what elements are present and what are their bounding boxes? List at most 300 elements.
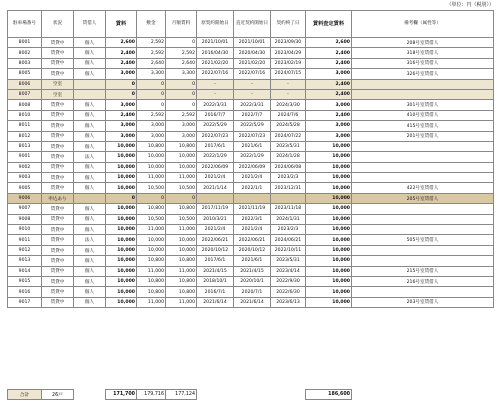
cell-remarks (352, 173, 494, 183)
table-row (8, 256, 494, 266)
cell-deposit: 3,000 (137, 131, 166, 141)
cell-tenant: 個人 (74, 204, 106, 214)
cell-assessed: 10,000 (306, 193, 352, 203)
cell-deposit: 10,800 (137, 141, 166, 151)
cell-rent: 0 (106, 79, 137, 89)
cell-latest-start: 2020/10/1 (234, 276, 271, 286)
table-row (8, 287, 494, 297)
cell-monthly: 3,000 (166, 131, 197, 141)
cell-parking-no: 9015 (8, 276, 42, 286)
header-parking-no: 駐車場番号 (8, 11, 42, 38)
cell-original-start: 2010/3/21 (197, 214, 234, 224)
cell-remarks (352, 287, 494, 297)
cell-latest-start (234, 193, 271, 203)
cell-end: 2022/6/30 (271, 287, 306, 297)
cell-remarks: 215号室賃借人 (352, 266, 494, 276)
cell-remarks: 318号室賃借人 (352, 48, 494, 58)
header-tenant: 賃借人 (74, 11, 106, 38)
cell-status: 賃貸中 (42, 38, 74, 48)
cell-original-start: 2021/4/15 (197, 266, 234, 276)
header-status: 状況 (42, 11, 74, 38)
cell-rent: 2,400 (106, 48, 137, 58)
cell-assessed: 3,000 (306, 100, 352, 110)
cell-status: 空室 (42, 79, 74, 89)
cell-status: 賃貸中 (42, 58, 74, 68)
cell-latest-start: 2021/02/20 (234, 58, 271, 68)
cell-parking-no: 8012 (8, 131, 42, 141)
cell-monthly: 11,000 (166, 225, 197, 235)
summary-row (8, 390, 494, 400)
cell-remarks: 422号室賃借人 (352, 183, 494, 193)
cell-status: 賃貸中 (42, 100, 74, 110)
table-row (8, 131, 494, 141)
cell-rent: 10,000 (106, 245, 137, 255)
cell-end: 2023/12/31 (271, 183, 306, 193)
cell-end: 2024/07/15 (271, 69, 306, 79)
cell-parking-no: 9010 (8, 225, 42, 235)
cell-original-start: 2022/06/21 (197, 235, 234, 245)
cell-rent: 10,000 (106, 152, 137, 162)
table-row (8, 162, 494, 172)
header-monthly: 月額賃料 (166, 11, 197, 38)
cell-remarks (352, 141, 494, 151)
cell-tenant (74, 89, 106, 99)
cell-remarks: 316号室賃借人 (352, 58, 494, 68)
cell-parking-no: 8011 (8, 121, 42, 131)
cell-deposit: 0 (137, 79, 166, 89)
cell-rent: 3,000 (106, 131, 137, 141)
cell-tenant: 個人 (74, 183, 106, 193)
cell-tenant: 個人 (74, 48, 106, 58)
cell-rent: 0 (106, 193, 137, 203)
cell-status: 賃貸中 (42, 225, 74, 235)
cell-remarks: 201号室賃借人 (352, 131, 494, 141)
header-deposit: 敷金 (137, 11, 166, 38)
cell-assessed: 10,000 (306, 245, 352, 255)
cell-remarks (352, 204, 494, 214)
table-row (8, 297, 494, 307)
cell-end: 2023/2/3 (271, 173, 306, 183)
cell-monthly: 2,592 (166, 110, 197, 120)
cell-deposit: 10,000 (137, 245, 166, 255)
cell-rent: 10,000 (106, 235, 137, 245)
cell-end: 2023/6/13 (271, 297, 306, 307)
cell-deposit: 2,592 (137, 110, 166, 120)
cell-remarks (352, 152, 494, 162)
cell-latest-start: 2022/1/29 (234, 152, 271, 162)
cell-original-start (197, 193, 234, 203)
header-rent: 賃料 (106, 11, 137, 38)
cell-parking-no: 9013 (8, 256, 42, 266)
cell-original-start: 2017/6/1 (197, 141, 234, 151)
cell-status: 賃貸中 (42, 110, 74, 120)
cell-status: 賃貸中 (42, 183, 74, 193)
cell-monthly: 3,300 (166, 69, 197, 79)
table-row (8, 89, 494, 99)
cell-remarks (352, 214, 494, 224)
cell-rent: 10,000 (106, 297, 137, 307)
header-end: 契約終了日 (271, 11, 306, 38)
cell-assessed: 10,000 (306, 162, 352, 172)
cell-deposit: 0 (137, 100, 166, 110)
cell-rent: 2,400 (106, 110, 137, 120)
header-original-start: 原契約開始日 (197, 11, 234, 38)
cell-monthly: 0 (166, 100, 197, 110)
cell-remarks (352, 225, 494, 235)
cell-remarks: 205号室賃借人 (352, 193, 494, 203)
cell-original-start: 2021/02/20 (197, 58, 234, 68)
cell-latest-start: 2020/7/1 (234, 287, 271, 297)
cell-end: 2024/06/08 (271, 162, 306, 172)
cell-end: 2024/5/28 (271, 121, 306, 131)
cell-parking-no: 9012 (8, 245, 42, 255)
cell-tenant: 個人 (74, 131, 106, 141)
cell-assessed: 3,000 (306, 131, 352, 141)
cell-original-start: - (197, 79, 234, 89)
cell-assessed: 10,000 (306, 173, 352, 183)
cell-original-start: 2017/11/19 (197, 204, 234, 214)
cell-assessed: 10,000 (306, 276, 352, 286)
cell-tenant: 法人 (74, 152, 106, 162)
cell-parking-no: 9001 (8, 152, 42, 162)
cell-original-start: 2016/7/1 (197, 287, 234, 297)
cell-tenant: 個人 (74, 58, 106, 68)
cell-deposit: 0 (137, 193, 166, 203)
cell-tenant: 個人 (74, 256, 106, 266)
cell-rent: 10,000 (106, 225, 137, 235)
table-row (8, 204, 494, 214)
table-row (8, 141, 494, 151)
cell-end: 2024/06/21 (271, 235, 306, 245)
cell-assessed: 10,000 (306, 183, 352, 193)
cell-end: 2023/11/18 (271, 204, 306, 214)
cell-parking-no: 8007 (8, 89, 42, 99)
cell-tenant: 個人 (74, 162, 106, 172)
header-latest-start: 直近契約開始日 (234, 11, 271, 38)
cell-monthly: 2,640 (166, 58, 197, 68)
cell-status: 賃貸中 (42, 48, 74, 58)
cell-latest-start: 2021/6/1 (234, 141, 271, 151)
cell-parking-no: 8010 (8, 110, 42, 120)
cell-tenant: 個人 (74, 266, 106, 276)
cell-status: 賃貸中 (42, 173, 74, 183)
table-row (8, 38, 494, 48)
total-monthly: 177,124 (166, 390, 197, 400)
cell-deposit: 10,000 (137, 152, 166, 162)
cell-parking-no: 9007 (8, 204, 42, 214)
cell-deposit: 10,000 (137, 162, 166, 172)
cell-latest-start: 2022/7/7 (234, 110, 271, 120)
cell-status: 賃貸中 (42, 256, 74, 266)
total-rent: 171,700 (106, 390, 137, 400)
cell-end: 2024/1/28 (271, 152, 306, 162)
cell-remarks: 415号室賃借人 (352, 121, 494, 131)
cell-latest-start: 2021/2/4 (234, 173, 271, 183)
cell-latest-start: 2022/5/29 (234, 121, 271, 131)
cell-assessed: 10,000 (306, 235, 352, 245)
cell-end: 2022/10/11 (271, 245, 306, 255)
cell-end: 2024/1/31 (271, 214, 306, 224)
cell-monthly: 0 (166, 79, 197, 89)
cell-status: 賃貸中 (42, 266, 74, 276)
cell-parking-no: 9002 (8, 162, 42, 172)
cell-latest-start: 2021/6/14 (234, 297, 271, 307)
table-row (8, 214, 494, 224)
cell-status: 賃貸中 (42, 245, 74, 255)
cell-end: 2024/07/22 (271, 131, 306, 141)
cell-monthly: 10,500 (166, 214, 197, 224)
cell-assessed: 10,000 (306, 152, 352, 162)
cell-parking-no: 8001 (8, 38, 42, 48)
total-deposit: 179,716 (137, 390, 166, 400)
cell-parking-no: 9008 (8, 214, 42, 224)
cell-original-start: 2021/2/4 (197, 173, 234, 183)
cell-parking-no: 8006 (8, 79, 42, 89)
cell-remarks (352, 79, 494, 89)
cell-remarks: 505号室賃借人 (352, 235, 494, 245)
cell-monthly: 10,800 (166, 204, 197, 214)
cell-tenant (74, 193, 106, 203)
cell-deposit: 11,000 (137, 173, 166, 183)
cell-end: 2024/3/30 (271, 100, 306, 110)
cell-deposit: 10,500 (137, 214, 166, 224)
cell-original-start: 2022/07/23 (197, 131, 234, 141)
cell-rent: 10,000 (106, 183, 137, 193)
cell-status: 賃貸中 (42, 162, 74, 172)
cell-original-start: 2020/10/12 (197, 245, 234, 255)
cell-parking-no: 9003 (8, 173, 42, 183)
cell-end: 2022/9/30 (271, 276, 306, 286)
cell-assessed: 10,000 (306, 297, 352, 307)
cell-status: 賃貸中 (42, 121, 74, 131)
unit-note: （単位：円（税別）） (446, 2, 494, 8)
summary-table (7, 389, 494, 400)
cell-parking-no: 8013 (8, 141, 42, 151)
cell-original-start: 2022/07/16 (197, 69, 234, 79)
cell-latest-start: 2022/3/31 (234, 100, 271, 110)
cell-tenant: 個人 (74, 276, 106, 286)
cell-parking-no: 9006 (8, 193, 42, 203)
cell-tenant: 法人 (74, 235, 106, 245)
total-count: 26戸 (42, 390, 74, 400)
cell-assessed: 2,400 (306, 48, 352, 58)
cell-assessed: 3,000 (306, 69, 352, 79)
cell-rent: 10,000 (106, 276, 137, 286)
cell-monthly: 10,500 (166, 183, 197, 193)
cell-remarks (352, 89, 494, 99)
cell-parking-no: 8005 (8, 69, 42, 79)
cell-monthly: 0 (166, 193, 197, 203)
cell-rent: 3,000 (106, 69, 137, 79)
cell-parking-no: 9014 (8, 266, 42, 276)
cell-assessed: 10,000 (306, 204, 352, 214)
cell-monthly: 0 (166, 89, 197, 99)
cell-parking-no: 9005 (8, 183, 42, 193)
cell-original-start: - (197, 89, 234, 99)
cell-deposit: 3,300 (137, 69, 166, 79)
parking-table (7, 10, 494, 308)
cell-tenant: 個人 (74, 297, 106, 307)
cell-latest-start: 2022/06/21 (234, 235, 271, 245)
cell-rent: 3,000 (106, 100, 137, 110)
cell-monthly: 11,000 (166, 266, 197, 276)
cell-original-start: 2018/10/1 (197, 276, 234, 286)
cell-rent: 10,000 (106, 173, 137, 183)
cell-original-start: 2022/1/29 (197, 152, 234, 162)
cell-assessed: 10,000 (306, 214, 352, 224)
cell-parking-no: 9017 (8, 297, 42, 307)
cell-monthly: 10,000 (166, 235, 197, 245)
table-row (8, 48, 494, 58)
cell-monthly: 10,800 (166, 287, 197, 297)
cell-original-start: 2016/04/30 (197, 48, 234, 58)
cell-tenant: 個人 (74, 100, 106, 110)
cell-original-start: 2022/3/31 (197, 100, 234, 110)
cell-assessed: 3,000 (306, 121, 352, 131)
table-header-row (8, 11, 494, 38)
cell-rent: 10,000 (106, 204, 137, 214)
table-row (8, 173, 494, 183)
cell-monthly: 10,800 (166, 276, 197, 286)
cell-original-start: 2022/5/29 (197, 121, 234, 131)
cell-monthly: 10,800 (166, 141, 197, 151)
cell-latest-start: - (234, 79, 271, 89)
cell-latest-start: 2021/4/15 (234, 266, 271, 276)
table-row (8, 235, 494, 245)
cell-status: 賃貸中 (42, 214, 74, 224)
cell-tenant: 個人 (74, 38, 106, 48)
cell-tenant: 個人 (74, 214, 106, 224)
cell-end: 2023/04/29 (271, 48, 306, 58)
cell-deposit: 10,000 (137, 235, 166, 245)
cell-parking-no: 9016 (8, 287, 42, 297)
cell-monthly: 10,000 (166, 245, 197, 255)
cell-latest-start: 2021/10/01 (234, 38, 271, 48)
cell-assessed: 2,400 (306, 89, 352, 99)
cell-rent: 3,000 (106, 121, 137, 131)
cell-assessed: 2,400 (306, 79, 352, 89)
cell-tenant: 個人 (74, 121, 106, 131)
cell-monthly: 11,000 (166, 173, 197, 183)
cell-tenant: 個人 (74, 225, 106, 235)
cell-tenant: 個人 (74, 141, 106, 151)
cell-assessed: 2,400 (306, 58, 352, 68)
header-remarks: 備考欄（属性等） (352, 11, 494, 38)
cell-parking-no: 8002 (8, 48, 42, 58)
cell-end: 2023/4/14 (271, 266, 306, 276)
cell-deposit: 2,592 (137, 38, 166, 48)
cell-latest-start: 2020/10/12 (234, 245, 271, 255)
cell-latest-start: 2020/04/30 (234, 48, 271, 58)
cell-latest-start: 2021/6/1 (234, 256, 271, 266)
cell-status: 賃貸中 (42, 276, 74, 286)
table-row (8, 79, 494, 89)
cell-end: - (271, 79, 306, 89)
cell-remarks (352, 162, 494, 172)
cell-deposit: 0 (137, 89, 166, 99)
table-row (8, 100, 494, 110)
cell-parking-no: 9011 (8, 235, 42, 245)
cell-status: 賃貸中 (42, 204, 74, 214)
cell-monthly: 10,000 (166, 162, 197, 172)
table-row (8, 225, 494, 235)
cell-end (271, 193, 306, 203)
cell-deposit: 10,500 (137, 183, 166, 193)
cell-remarks: 410号室賃借人 (352, 110, 494, 120)
cell-end: 2023/09/30 (271, 38, 306, 48)
cell-status: 賃貸中 (42, 69, 74, 79)
cell-rent: 10,000 (106, 162, 137, 172)
cell-rent: 2,600 (106, 38, 137, 48)
cell-remarks: 208号室賃借人 (352, 38, 494, 48)
cell-deposit: 11,000 (137, 297, 166, 307)
cell-deposit: 10,800 (137, 256, 166, 266)
cell-assessed: 10,000 (306, 225, 352, 235)
table-row (8, 152, 494, 162)
table-row (8, 276, 494, 286)
cell-rent: 0 (106, 89, 137, 99)
cell-deposit: 11,000 (137, 266, 166, 276)
cell-monthly: 2,592 (166, 48, 197, 58)
cell-assessed: 10,000 (306, 266, 352, 276)
table-row (8, 193, 494, 203)
cell-rent: 2,400 (106, 58, 137, 68)
cell-deposit: 10,800 (137, 287, 166, 297)
cell-rent: 10,000 (106, 266, 137, 276)
cell-original-start: 2021/6/14 (197, 297, 234, 307)
cell-deposit: 2,592 (137, 48, 166, 58)
cell-deposit: 2,640 (137, 58, 166, 68)
cell-status: 申込あり (42, 193, 74, 203)
cell-status: 賃貸中 (42, 131, 74, 141)
cell-original-start: 2021/1/14 (197, 183, 234, 193)
table-row (8, 245, 494, 255)
cell-rent: 10,000 (106, 287, 137, 297)
cell-end: - (271, 89, 306, 99)
table-row (8, 266, 494, 276)
table-row (8, 58, 494, 68)
cell-status: 賃貸中 (42, 141, 74, 151)
cell-remarks: 203号室賃借人 (352, 297, 494, 307)
cell-remarks (352, 256, 494, 266)
total-label: 合計 (8, 390, 42, 400)
cell-assessed: 10,000 (306, 141, 352, 151)
cell-deposit: 3,000 (137, 121, 166, 131)
cell-tenant (74, 79, 106, 89)
table-row (8, 110, 494, 120)
cell-tenant: 個人 (74, 287, 106, 297)
cell-tenant: 個人 (74, 245, 106, 255)
cell-assessed: 10,000 (306, 256, 352, 266)
header-assessed: 賃料査定賃料 (306, 11, 352, 38)
cell-rent: 10,000 (106, 141, 137, 151)
cell-deposit: 10,800 (137, 276, 166, 286)
cell-tenant: 個人 (74, 110, 106, 120)
cell-assessed: 2,400 (306, 110, 352, 120)
cell-latest-start: - (234, 89, 271, 99)
cell-monthly: 11,000 (166, 297, 197, 307)
cell-original-start: 2021/10/01 (197, 38, 234, 48)
cell-end: 2023/5/31 (271, 256, 306, 266)
cell-latest-start: 2022/07/16 (234, 69, 271, 79)
cell-parking-no: 8003 (8, 58, 42, 68)
cell-original-start: 2017/6/1 (197, 256, 234, 266)
cell-rent: 10,000 (106, 214, 137, 224)
cell-latest-start: 2022/06/09 (234, 162, 271, 172)
cell-latest-start: 2022/1/1 (234, 183, 271, 193)
cell-latest-start: 2021/11/19 (234, 204, 271, 214)
cell-original-start: 2016/7/7 (197, 110, 234, 120)
